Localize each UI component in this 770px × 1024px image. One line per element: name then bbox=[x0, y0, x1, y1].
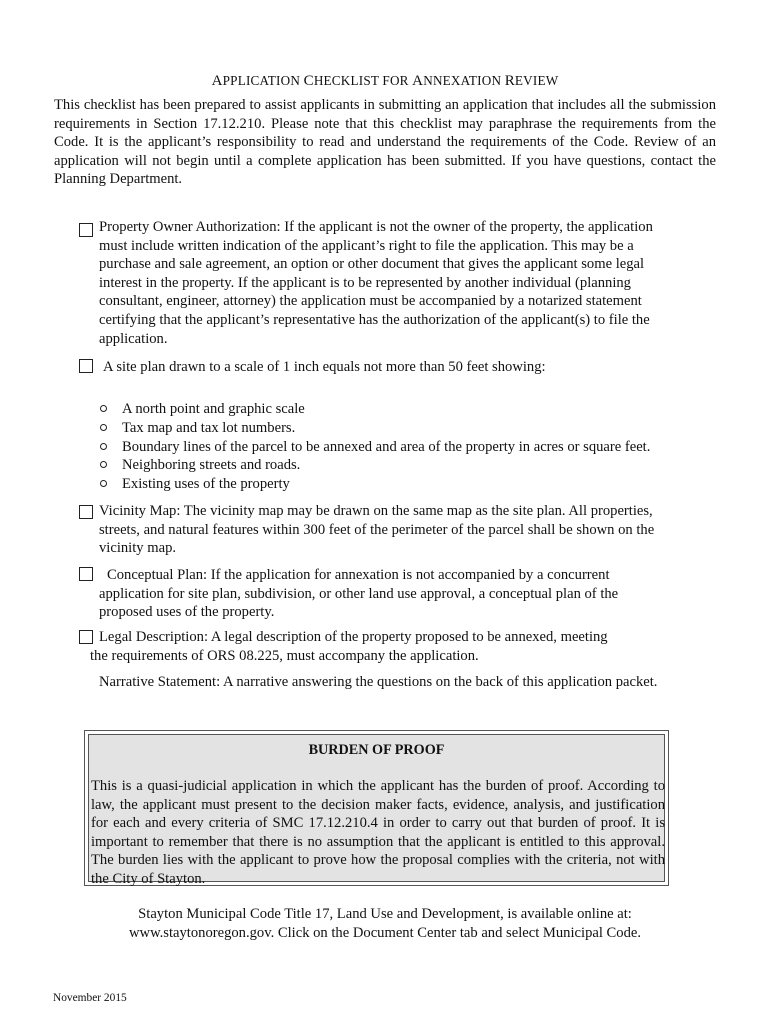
burden-of-proof-box bbox=[84, 730, 669, 886]
circle-bullet-icon bbox=[100, 480, 107, 487]
document-title: APPLICATION CHECKLIST FOR ANNEXATION REVIEW bbox=[211, 73, 559, 89]
site-plan-text: A site plan drawn to a scale of 1 inch equals not more than 50 feet showing: bbox=[103, 359, 546, 375]
municipal-code-note-line1: Stayton Municipal Code Title 17, Land Use and Development, is available online at: bbox=[138, 906, 632, 922]
legal-description-checkbox[interactable] bbox=[79, 630, 93, 644]
circle-bullet-icon bbox=[100, 443, 107, 450]
vicinity-map-text: Vicinity Map: The vicinity map may be drawn on the same map as the site plan. All properties, streets, and natural features within 300 feet of the perimeter of the parcel shall be shown on the vicinity map. bbox=[99, 503, 655, 557]
legal-description-text-line2: the requirements of ORS 08.225, must accompany the application. bbox=[90, 648, 479, 664]
burden-of-proof-heading: BURDEN OF PROOF bbox=[308, 742, 445, 758]
owner-authorization-text: Property Owner Authorization: If the applicant is not the owner of the property, the application must include written indication of the applicant’s right to file the application. This may be a purchase and sale agreement, an option or other document that gives the applicant some legal interest in the property. If the applicant is to be represented by another individual (planning consultant, engineer, attorney) the application must be accompanied by a notarized statement certifying that the applicant’s representative has the authorization of the applicant(s) to file the application. bbox=[99, 219, 653, 347]
list-item: Neighboring streets and roads. bbox=[100, 456, 700, 475]
intro-paragraph: This checklist has been prepared to assist applicants in submitting an application that includes all the submission requirements in Section 17.12.210. Please note that this checklist may paraphrase the requirements from the Code. It is the applicant’s responsibility to read and understand the requirements of the Code. Review of an application will not begin until a complete application has been submitted. If you have questions, contact the Planning Department. bbox=[54, 97, 716, 188]
burden-of-proof-body: This is a quasi-judicial application in which the applicant has the burden of proof. According to law, the applicant must present to the decision maker facts, evidence, analysis, and justification for each and every criteria of SMC 17.12.210.4 in order to carry out that burden of proof. It is important to remember that there is no assumption that the applicant is entitled to this approval. The burden lies with the applicant to prove how the proposal complies with the criteria, not with the City of Stayton. bbox=[91, 778, 665, 887]
list-item: A north point and graphic scale bbox=[100, 400, 700, 419]
list-item: Tax map and tax lot numbers. bbox=[100, 419, 700, 438]
narrative-statement-text: Narrative Statement: A narrative answering the questions on the back of this application packet. bbox=[99, 674, 658, 690]
site-plan-subitems bbox=[100, 400, 700, 494]
owner-authorization-checkbox[interactable] bbox=[79, 223, 93, 237]
circle-bullet-icon bbox=[100, 405, 107, 412]
conceptual-plan-checkbox[interactable] bbox=[79, 567, 93, 581]
municipal-code-note-line2: www.staytonoregon.gov. Click on the Document Center tab and select Municipal Code. bbox=[128, 924, 641, 941]
circle-bullet-icon bbox=[100, 424, 107, 431]
conceptual-plan-text: Conceptual Plan: If the application for annexation is not accompanied by a concurrent application for site plan, subdivision, or other land use approval, a conceptual plan of the proposed uses of the property. bbox=[99, 567, 619, 621]
burden-of-proof-panel bbox=[88, 734, 665, 887]
vicinity-map-checkbox[interactable] bbox=[79, 505, 93, 519]
list-item: Existing uses of the property bbox=[100, 475, 700, 494]
circle-bullet-icon bbox=[100, 461, 107, 468]
list-item: Boundary lines of the parcel to be annexed and area of the property in acres or square feet. bbox=[100, 438, 700, 457]
revision-date: November 2015 bbox=[53, 992, 127, 1004]
legal-description-text-line1: Legal Description: A legal description of the property proposed to be annexed, meeting bbox=[99, 629, 608, 645]
site-plan-checkbox[interactable] bbox=[79, 359, 93, 373]
municipal-code-note bbox=[0, 905, 770, 942]
